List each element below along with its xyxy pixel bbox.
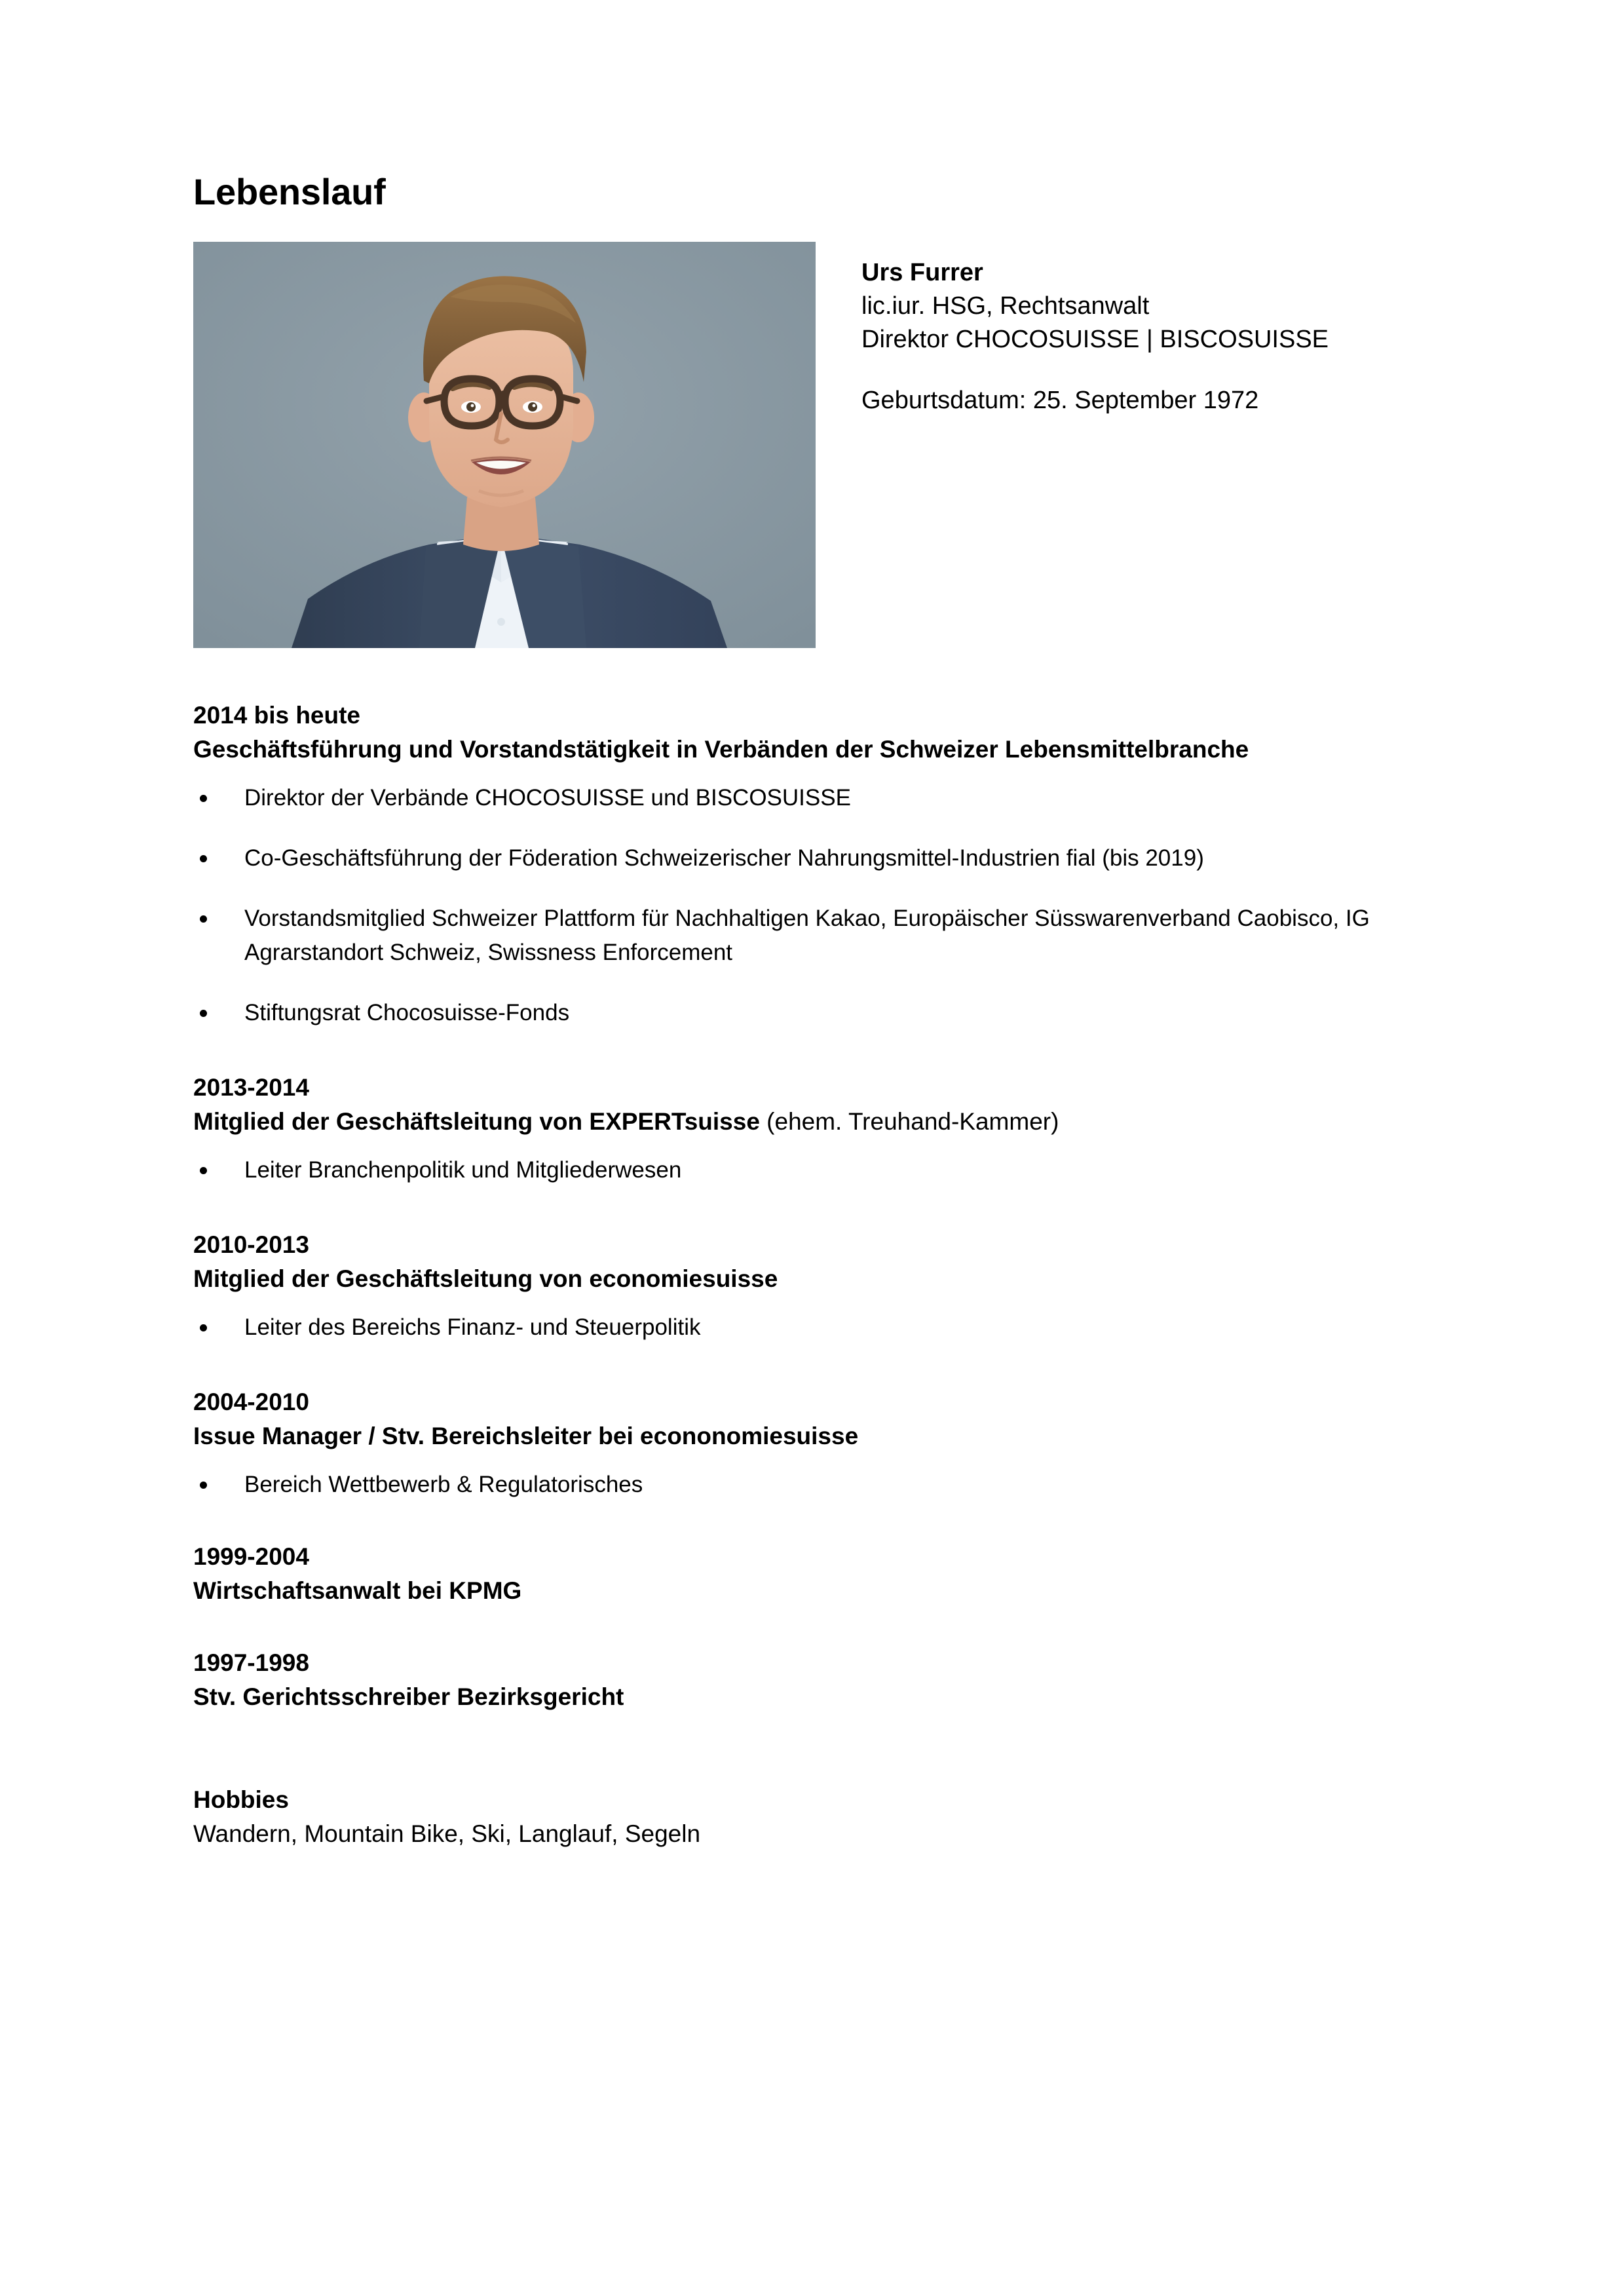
list-item-text: Direktor der Verbände CHOCOSUISSE und BISCOSUISSE <box>244 784 851 811</box>
hobbies-title: Hobbies <box>193 1786 289 1813</box>
list-item-text: Leiter Branchenpolitik und Mitgliederwesen <box>244 1157 682 1183</box>
section-role-text: Wirtschaftsanwalt bei KPMG <box>193 1577 522 1604</box>
section-role <box>193 733 1438 767</box>
experience-section <box>193 1540 1438 1608</box>
section-period: 2013-2014 <box>193 1073 309 1101</box>
section-period: 1999-2004 <box>193 1542 309 1570</box>
list-item-text: Co-Geschäftsführung der Föderation Schweizerischer Nahrungsmittel-Industrien fial (bis 2019) <box>244 845 1204 871</box>
cv-content <box>193 172 1438 1851</box>
section-role-text: Stv. Gerichtsschreiber Bezirksgericht <box>193 1683 624 1710</box>
page-title: Lebenslauf <box>193 171 386 212</box>
list-item-text: Stiftungsrat Chocosuisse-Fonds <box>244 999 570 1025</box>
list-item <box>193 1311 1438 1345</box>
portrait-photo <box>193 242 816 648</box>
experience-section <box>193 1646 1438 1714</box>
section-period: 2014 bis heute <box>193 701 361 729</box>
section-role <box>193 1419 1438 1453</box>
list-item-text: Vorstandsmitglied Schweizer Plattform für Nachhaltigen Kakao, Europäischer Süsswarenverband Caobisco, IG Agrarstandort Schweiz, Swissness Enforcement <box>244 905 1370 965</box>
bullet-icon <box>200 1010 207 1017</box>
section-role <box>193 1262 1438 1296</box>
list-item <box>193 996 1438 1030</box>
experience-section <box>193 698 1438 1030</box>
identity-block <box>861 256 1425 417</box>
section-role <box>193 1105 1438 1139</box>
section-role-text: Mitglied der Geschäftsleitung von EXPERTsuisse <box>193 1107 760 1135</box>
section-role-text: Mitglied der Geschäftsleitung von economiesuisse <box>193 1265 778 1292</box>
experience-section <box>193 1071 1438 1187</box>
section-period: 2010-2013 <box>193 1231 309 1258</box>
section-bullet-list <box>193 781 1438 1030</box>
section-role-note: (ehem. Treuhand-Kammer) <box>759 1107 1059 1135</box>
section-role <box>193 1574 1438 1608</box>
section-role <box>193 1680 1438 1714</box>
list-item <box>193 902 1438 970</box>
list-item <box>193 1468 1438 1502</box>
bullet-icon <box>200 1482 207 1489</box>
section-bullet-list <box>193 1311 1438 1345</box>
list-item <box>193 841 1438 875</box>
bullet-icon <box>200 915 207 923</box>
hobbies-list: Wandern, Mountain Bike, Ski, Langlauf, Segeln <box>193 1820 701 1847</box>
bullet-icon <box>200 795 207 802</box>
bullet-icon <box>200 855 207 862</box>
person-birthdate: Geburtsdatum: 25. September 1972 <box>861 386 1259 414</box>
person-position: Direktor CHOCOSUISSE | BISCOSUISSE <box>861 325 1329 353</box>
section-period: 2004-2010 <box>193 1388 309 1415</box>
person-name: Urs Furrer <box>861 258 983 286</box>
list-item <box>193 781 1438 815</box>
list-item-text: Leiter des Bereichs Finanz- und Steuerpolitik <box>244 1314 701 1340</box>
cv-header <box>193 242 1438 651</box>
experience-section <box>193 1228 1438 1345</box>
section-role-text: Issue Manager / Stv. Bereichsleiter bei econonomiesuisse <box>193 1422 859 1449</box>
list-item-text: Bereich Wettbewerb & Regulatorisches <box>244 1471 643 1497</box>
section-bullet-list <box>193 1153 1438 1187</box>
section-period: 1997-1998 <box>193 1649 309 1676</box>
bullet-icon <box>200 1324 207 1331</box>
list-item <box>193 1153 1438 1187</box>
person-qualification: lic.iur. HSG, Rechtsanwalt <box>861 292 1150 320</box>
section-role-text: Geschäftsführung und Vorstandstätigkeit in Verbänden der Schweizer Lebensmittelbranche <box>193 735 1249 763</box>
bullet-icon <box>200 1167 207 1174</box>
section-bullet-list <box>193 1468 1438 1502</box>
hobbies-section <box>193 1783 1438 1851</box>
experience-section <box>193 1385 1438 1502</box>
